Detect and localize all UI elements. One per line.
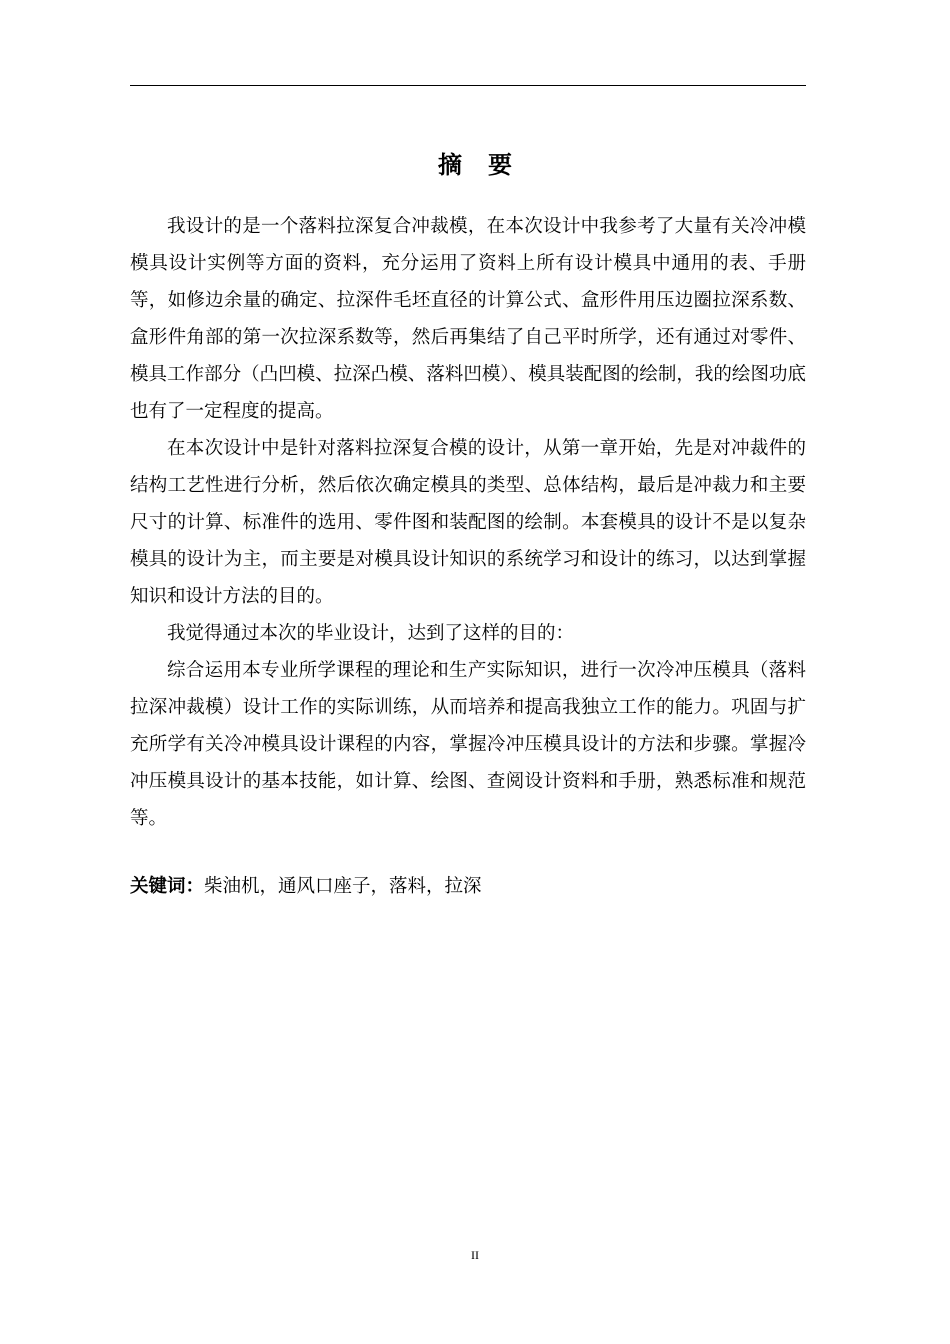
- abstract-paragraph-3: 我觉得通过本次的毕业设计，达到了这样的目的：: [167, 623, 575, 644]
- abstract-paragraph-4: 综合运用本专业所学课程的理论和生产实际知识，进行一次冷冲压模具（落料拉深冲裁模）设计工作的实际训练，从而培养和提高我独立工作的能力。巩固与扩充所学有关冷冲模具设计课程的内容，掌握冷冲压模具设计的方法和步骤。掌握冷冲压模具设计的基本技能，如计算、绘图、查阅设计资料和手册，熟悉标准和规范等。: [130, 660, 806, 829]
- keywords-label: 关键词：: [130, 876, 205, 897]
- abstract-body: [130, 208, 806, 837]
- keywords-line: [130, 868, 806, 905]
- keywords-value: 柴油机，通风口座子，落料，拉深: [204, 876, 482, 897]
- header-rule: [130, 85, 806, 86]
- page-number: II: [471, 1248, 479, 1262]
- page-title: [0, 145, 950, 180]
- title-char-2: 要: [488, 151, 512, 179]
- abstract-paragraph-2: 在本次设计中是针对落料拉深复合模的设计，从第一章开始，先是对冲裁件的结构工艺性进行分析，然后依次确定模具的类型、总体结构，最后是冲裁力和主要尺寸的计算、标准件的选用、零件图和装配图的绘制。本套模具的设计不是以复杂模具的设计为主，而主要是对模具设计知识的系统学习和设计的练习，以达到掌握知识和设计方法的目的。: [130, 438, 806, 607]
- abstract-paragraph-1: 我设计的是一个落料拉深复合冲裁模，在本次设计中我参考了大量有关冷冲模模具设计实例等方面的资料，充分运用了资料上所有设计模具中通用的表、手册等，如修边余量的确定、拉深件毛坯直径的计算公式、盒形件用压边圈拉深系数、盒形件角部的第一次拉深系数等，然后再集结了自己平时所学，还有通过对零件、模具工作部分（凸凹模、拉深凸模、落料凹模）、模具装配图的绘制，我的绘图功底也有了一定程度的提高。: [130, 216, 806, 422]
- title-char-1: 摘: [438, 151, 462, 179]
